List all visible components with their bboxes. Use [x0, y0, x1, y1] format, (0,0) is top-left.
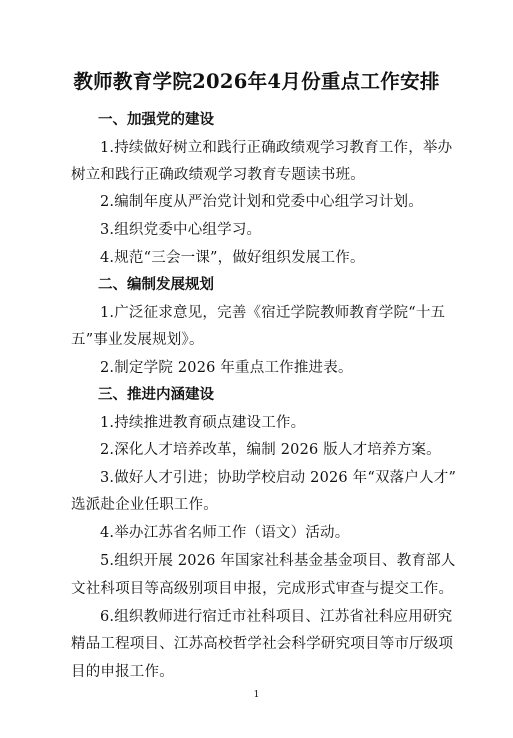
item-text-line: 3.做好人才引进；协助学校启动 2026 年“双落户人才”: [100, 470, 457, 486]
item-text-line: 目的申报工作。: [71, 664, 174, 680]
item-text-line: 选派赴企业任职工作。: [71, 497, 218, 513]
item-text-line: 2.制定学院 2026 年重点工作推进表。: [100, 360, 353, 376]
section-heading-party-building: 一、加强党的建设: [98, 111, 214, 128]
item-text-line: 精品工程项目、江苏高校哲学社会科学研究项目等市厅级项: [71, 636, 454, 652]
page-number: 1: [253, 690, 260, 700]
item-text-line: 2.深化人才培养改革，编制 2026 版人才培养方案。: [100, 442, 441, 458]
item-text-line: 3.组织党委中心组学习。: [100, 222, 262, 238]
item-text-line: 6.组织教师进行宿迁市社科项目、江苏省社科应用研究: [100, 609, 453, 625]
item-text-line: 1.持续推进教育硕点建设工作。: [100, 415, 306, 431]
item-text-line: 2.编制年度从严治党计划和党委中心组学习计划。: [100, 194, 423, 210]
item-text-line: 5.组织开展 2026 年国家社科基金基金项目、教育部人: [100, 553, 456, 569]
item-text-line: 1.持续做好树立和践行正确政绩观学习教育工作，举办: [100, 140, 453, 156]
section-heading-connotation-construction: 三、推进内涵建设: [98, 386, 214, 403]
item-text-line: 4.举办江苏省名师工作（语文）活动。: [100, 525, 350, 541]
item-text-line: 1.广泛征求意见，完善《宿迁学院教师教育学院“十五: [100, 305, 446, 321]
item-text-line: 树立和践行正确政绩观学习教育专题读书班。: [71, 167, 365, 183]
item-text-line: 文社科项目等高级别项目申报，完成形式审查与提交工作。: [71, 581, 454, 597]
section-heading-development-plan: 二、编制发展规划: [98, 276, 214, 293]
item-text-line: 五”事业发展规划》。: [71, 332, 204, 348]
document-title: 教师教育学院2026年4月份重点工作安排: [73, 70, 440, 93]
item-text-line: 4.规范“三会一课”，做好组织发展工作。: [100, 250, 365, 266]
